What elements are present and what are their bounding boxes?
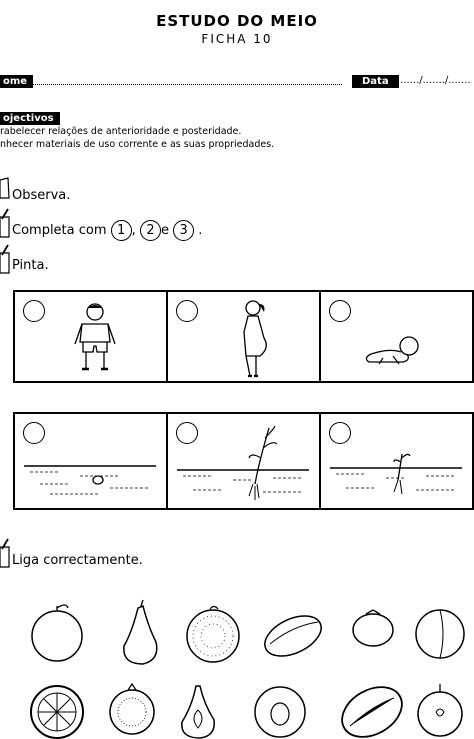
pear-half-drawing[interactable] [182,686,214,738]
plant-drawing [173,422,313,504]
circle-number-2: 2 [140,220,161,241]
panel-sprout [321,414,472,508]
orange-drawing[interactable] [32,605,82,661]
circle-number-1: 1 [111,220,132,241]
name-field[interactable] [30,84,342,85]
instruction-paint: Pinta. [12,258,49,273]
instruction-observe: Observa. [12,188,71,203]
order-circle[interactable] [23,300,45,322]
pomegranate-half-drawing[interactable] [110,684,154,734]
melon-slice-drawing[interactable] [333,677,410,739]
instruction-end: . [198,223,203,238]
dotted-orange-drawing[interactable] [187,607,239,663]
peach-drawing[interactable] [416,610,464,658]
objectives-label: ojectivos [0,112,60,125]
instruction-connect: Liga correctamente. [12,553,143,568]
human-sequence-panel [13,290,474,383]
cut-fruits-row [0,676,474,739]
whole-fruits-row [0,598,474,670]
seed-drawing [20,454,160,499]
tomato-drawing[interactable] [353,610,393,646]
order-circle[interactable] [329,422,351,444]
order-circle[interactable] [329,300,351,322]
panel-plant [168,414,321,508]
apple-half-drawing[interactable] [418,684,462,736]
pregnant-woman-drawing [228,298,278,380]
boy-drawing [70,302,120,374]
instruction-complete [12,220,202,241]
objective-1: rabelecer relações de anterioridade e posteridade. [0,126,242,137]
circle-number-3: 3 [173,220,194,241]
separator-comma: , [131,223,136,238]
objective-2: nhecer materiais de uso corrente e as suas propriedades. [0,139,275,150]
plant-sequence-panel [13,412,474,510]
baby-drawing [359,332,429,372]
pencil-icon [0,207,10,241]
page-subtitle: FICHA 10 [201,32,273,46]
orange-slice-drawing[interactable] [31,686,83,738]
order-circle[interactable] [176,300,198,322]
pencil-icon [0,537,10,571]
pencil-icon [0,243,10,277]
panel-baby [321,292,472,381]
pear-drawing[interactable] [124,600,157,664]
panel-pregnant-woman [168,292,321,381]
sprout-drawing [326,444,466,504]
melon-drawing[interactable] [259,608,328,664]
pencil-icon [0,178,10,204]
date-field[interactable]: ......./......./....... [397,75,471,86]
order-circle[interactable] [23,422,45,444]
peach-half-drawing[interactable] [255,687,305,737]
name-label: ome [0,75,33,88]
panel-boy [15,292,168,381]
complete-prefix: Completa com [12,223,107,238]
panel-seed [15,414,168,508]
separator-e: e [160,223,169,238]
page-title: ESTUDO DO MEIO [156,12,318,30]
date-label: Data [352,75,399,88]
